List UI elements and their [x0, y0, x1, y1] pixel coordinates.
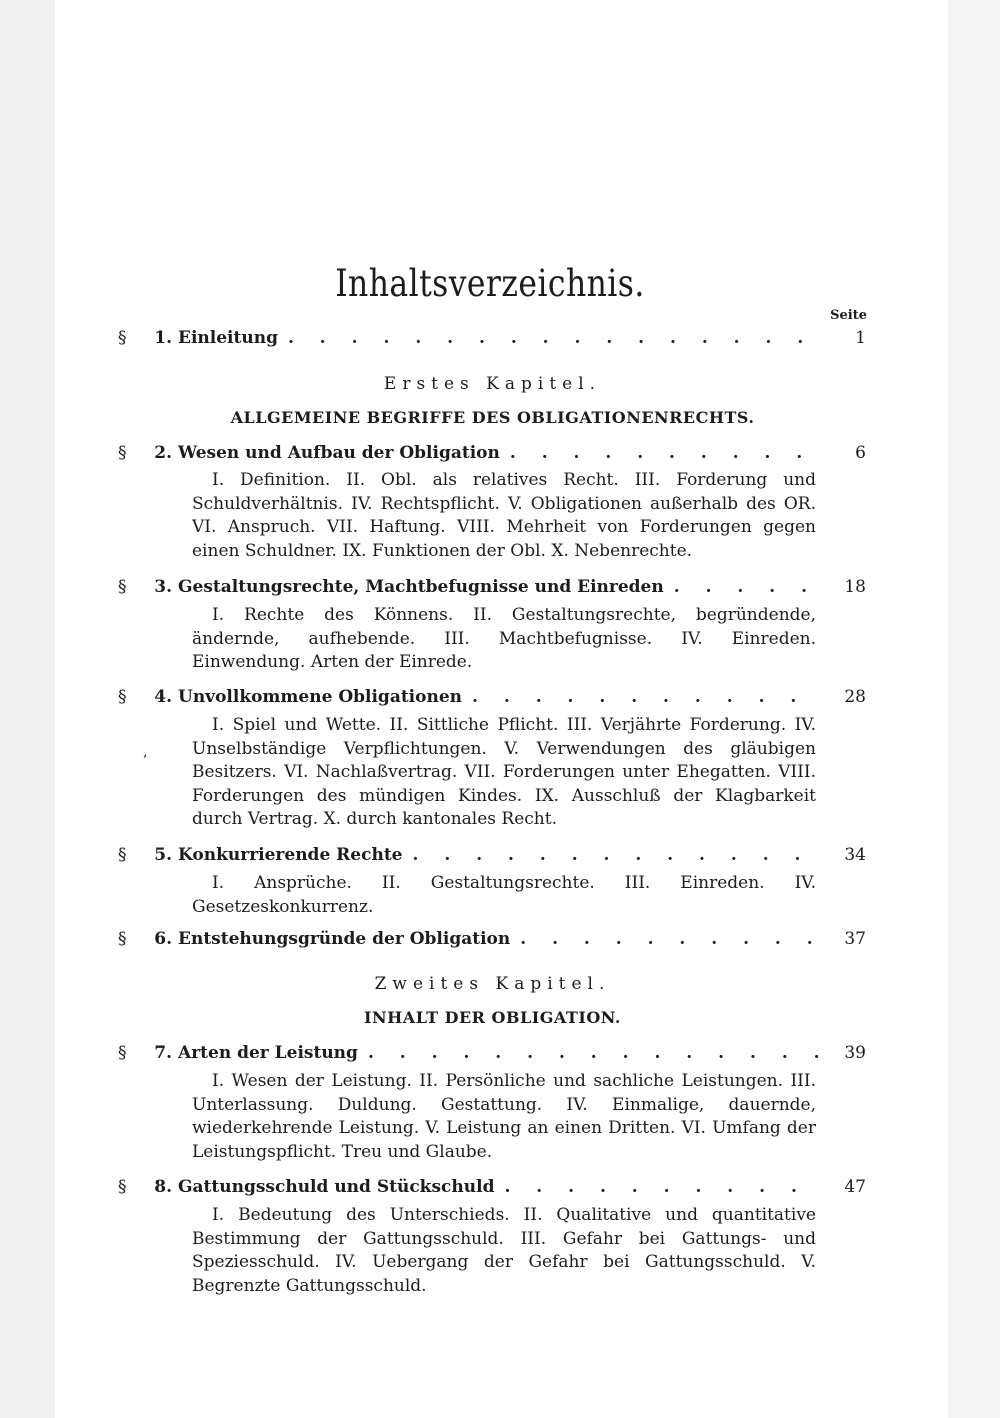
entry-page: 39 [844, 1043, 866, 1063]
entry-page: 34 [844, 845, 866, 865]
toc-entry[interactable] [118, 844, 866, 867]
page-margin-right [948, 0, 1000, 1418]
toc-entry[interactable] [118, 928, 866, 951]
dot-leader [368, 1042, 820, 1065]
entry-subtopics: I. Rechte des Könnens. II. Gestaltungsrechte, begründende, ändernde, aufhebende. III. Machtbefugnisse. IV. Einreden. Einwendung. Arten der Einrede. [192, 605, 816, 672]
entry-number: 8. [154, 1177, 172, 1197]
entry-number: 1. [154, 328, 172, 348]
section-mark: § [118, 1043, 127, 1063]
chapter-label: Zweites Kapitel. [374, 974, 611, 994]
entry-number: 3. [154, 577, 172, 597]
dot-leader [413, 844, 820, 867]
entry-title: Gattungsschuld und Stückschuld [178, 1177, 495, 1197]
entry-page: 6 [855, 443, 866, 463]
chapter-heading: INHALT DER OBLIGATION. [364, 1008, 621, 1027]
toc-entry[interactable] [118, 576, 866, 599]
entry-title: Gestaltungsrechte, Machtbefugnisse und Einreden [178, 577, 664, 597]
chapter-label: Erstes Kapitel. [383, 374, 602, 394]
entry-title: Konkurrierende Rechte [178, 845, 403, 865]
page-column-label: Seite [830, 308, 867, 323]
entry-page: 47 [844, 1177, 866, 1197]
section-mark: § [118, 443, 127, 463]
dot-leader [520, 928, 820, 951]
entry-subtopics: I. Wesen der Leistung. II. Persönliche und sachliche Leistungen. III. Unterlassung. Duldung. Gestattung. IV. Einmalige, dauernde, wiederkehrende Leistung. V. Leistung an einen Dritten. VI. Umfang der Leistungspflicht. Treu und Glaube. [192, 1071, 816, 1162]
section-mark: § [118, 929, 127, 949]
entry-subtopics: I. Bedeutung des Unterschieds. II. Qualitative und quantitative Bestimmung der Gattungsschuld. III. Gefahr bei Gattungs- und Speziesschuld. IV. Uebergang der Gefahr bei Gattungsschuld. V. Begrenzte Gattungsschuld. [192, 1205, 816, 1296]
entry-number: 5. [154, 845, 172, 865]
section-mark: § [118, 1177, 127, 1197]
dot-leader [288, 327, 820, 350]
toc-entry[interactable] [118, 686, 866, 709]
entry-title: Wesen und Aufbau der Obligation [178, 443, 500, 463]
entry-subtopics: I. Spiel und Wette. II. Sittliche Pflicht. III. Verjährte Forderung. IV. Unselbständige Verpflichtungen. V. Verwendungen des gläubigen Besitzers. VI. Nachlaßvertrag. VII. Forderungen unter Ehegatten. VIII. Forderungen des mündigen Kindes. IX. Ausschluß der Klagbarkeit durch Vertrag. X. durch kantonales Recht. [192, 715, 816, 829]
chapter-heading: ALLGEMEINE BEGRIFFE DES OBLIGATIONENRECHTS. [230, 408, 755, 427]
entry-number: 7. [154, 1043, 172, 1063]
section-mark: § [118, 845, 127, 865]
section-mark: § [118, 577, 127, 597]
entry-title: Entstehungsgründe der Obligation [178, 929, 511, 949]
section-mark: § [118, 687, 127, 707]
section-mark: § [118, 328, 127, 348]
entry-page: 18 [844, 577, 866, 597]
entry-number: 2. [154, 443, 172, 463]
toc-entry[interactable] [118, 1042, 866, 1065]
dot-leader [674, 576, 820, 599]
entry-subtopics: I. Definition. II. Obl. als relatives Recht. III. Forderung und Schuldverhältnis. IV. Rechtspflicht. V. Obligationen außerhalb des OR. VI. Anspruch. VII. Haftung. VIII. Mehrheit von Forderungen gegen einen Schuldner. IX. Funktionen der Obl. X. Nebenrechte. [192, 470, 816, 561]
entry-page: 37 [844, 929, 866, 949]
dot-leader [504, 1176, 820, 1199]
entry-title: Einleitung [178, 328, 278, 348]
entry-number: 4. [154, 687, 172, 707]
page-title: Inhaltsverzeichnis. [335, 262, 645, 305]
toc-entry[interactable] [118, 442, 866, 465]
entry-title: Arten der Leistung [178, 1043, 358, 1063]
dot-leader [472, 686, 820, 709]
stray-print-mark: ‚ [143, 744, 148, 760]
page-margin-left [0, 0, 55, 1418]
toc-entry[interactable] [118, 327, 866, 350]
entry-page: 28 [844, 687, 866, 707]
entry-subtopics: I. Ansprüche. II. Gestaltungsrechte. III. Einreden. IV. Gesetzeskonkurrenz. [192, 873, 816, 917]
entry-page: 1 [855, 328, 866, 348]
toc-entry[interactable] [118, 1176, 866, 1199]
entry-number: 6. [154, 929, 172, 949]
entry-title: Unvollkommene Obligationen [178, 687, 463, 707]
dot-leader [510, 442, 820, 465]
